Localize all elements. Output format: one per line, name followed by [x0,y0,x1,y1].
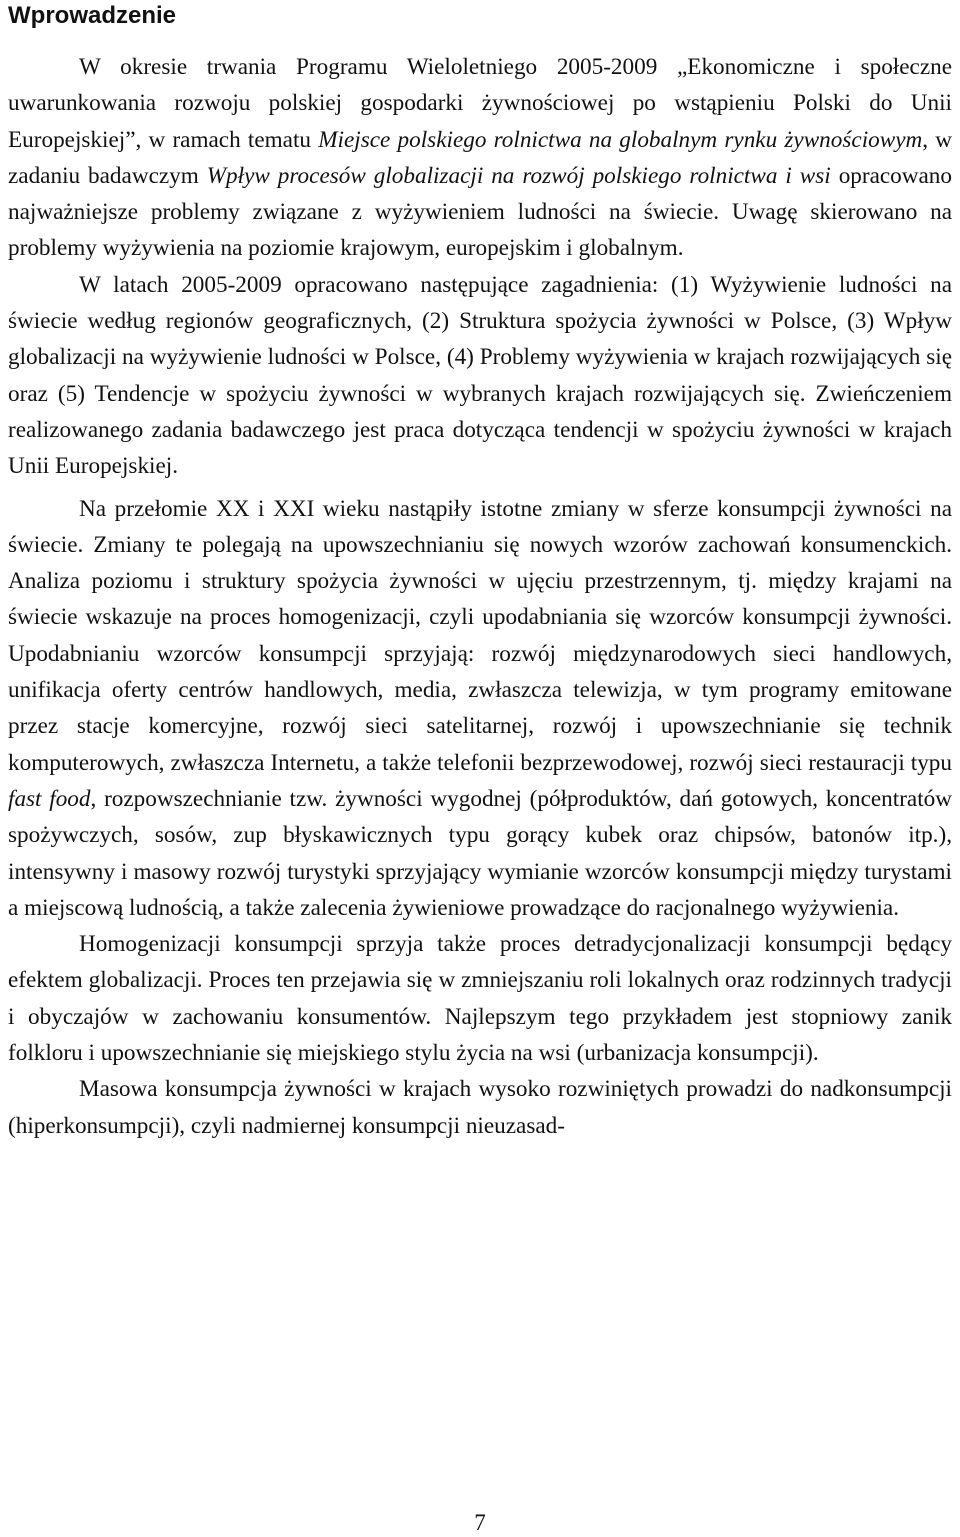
paragraph-3 [8,491,952,927]
page-number: 7 [474,1510,486,1535]
section-heading: Wprowadzenie [8,2,177,29]
paragraph-1-text-c: opracowano najważniejsze problemy związane z wyżywieniem ludności na świecie. Uwagę skierowano na problemy wyżywienia na poziomie krajowym, europejskim i globalnym. [8,162,952,262]
paragraph-2: W latach 2005-2009 opracowano następujące zagadnienia: (1) Wyżywienie ludności na świecie według regionów geograficznych, (2) Struktura spożycia żywności w Polsce, (3) Wpływ globalizacji na wyżywienie ludności w Polsce, (4) Problemy wyżywienia w krajach rozwijających się oraz (5) Tendencje w spożyciu żywności w wybranych krajach rozwijających się. Zwieńczeniem realizowanego zadania badawczego jest praca dotycząca tendencji w spożyciu żywności w krajach Unii Europejskiej. [8,271,952,480]
paragraph-1-italic-topic: Miejsce polskiego rolnictwa na globalnym rynku żywnościowym [318,126,923,153]
document-page [8,0,952,1144]
paragraph-1-text-b: , w zadaniu badawczym [8,126,952,189]
paragraph-1-text-a: W okresie trwania Programu Wieloletniego 2005-2009 „Ekonomiczne i społeczne uwarunkowania rozwoju polskiej gospodarki żywnościowej po wstąpieniu Polski do Unii Europejskiej”, w ramach tematu [8,54,952,153]
body-text [8,49,952,1144]
paragraph-3-text-b: , rozpowszechnianie tzw. żywności wygodnej (półproduktów, dań gotowych, koncentratów spożywczych, sosów, zup błyskawicznych typu gorący kubek oraz chipsów, batonów itp.), intensywny i masowy rozwój turystyki sprzyjający wymianie wzorców konsumpcji między turystami a miejscową ludnością, a także zalecenia żywieniowe prowadzące do racjonalnego wyżywienia. [8,785,952,921]
paragraph-5: Masowa konsumpcja żywności w krajach wysoko rozwiniętych prowadzi do nadkonsumpcji (hiperkonsumpcji), czyli nadmiernej konsumpcji nieuzasad- [8,1076,952,1139]
paragraph-1-italic-task: Wpływ procesów globalizacji na rozwój polskiego rolnictwa i wsi [206,162,831,189]
paragraph-4: Homogenizacji konsumpcji sprzyja także proces detradycjonalizacji konsumpcji będący efektem globalizacji. Proces ten przejawia się w zmniejszaniu roli lokalnych oraz rodzinnych tradycji i obyczajów w zachowaniu konsumentów. Najlepszym tego przykładem jest stopniowy zanik folkloru i upowszechnianie się miejskiego stylu życia na wsi (urbanizacja konsumpcji). [8,931,952,1067]
paragraph-1 [8,49,952,267]
paragraph-3-italic-fastfood: fast food [8,785,91,812]
paragraph-3-text-a: Na przełomie XX i XXI wieku nastąpiły istotne zmiany w sferze konsumpcji żywności na świecie. Zmiany te polegają na upowszechnianiu się nowych wzorów zachowań konsumenckich. Analiza poziomu i struktury spożycia żywności w ujęciu przestrzennym, tj. między krajami na świecie wskazuje na proces homogenizacji, czyli upodabniania się wzorców konsumpcji żywności. Upodabnianiu wzorców konsumpcji sprzyjają: rozwój międzynarodowych sieci handlowych, unifikacja oferty centrów handlowych, media, zwłaszcza telewizja, w tym programy emitowane przez stacje komercyjne, rozwój sieci satelitarnej, rozwój i upowszechnianie się technik komputerowych, zwłaszcza Internetu, a także telefonii bezprzewodowej, rozwój sieci restauracji typu [8,495,952,776]
